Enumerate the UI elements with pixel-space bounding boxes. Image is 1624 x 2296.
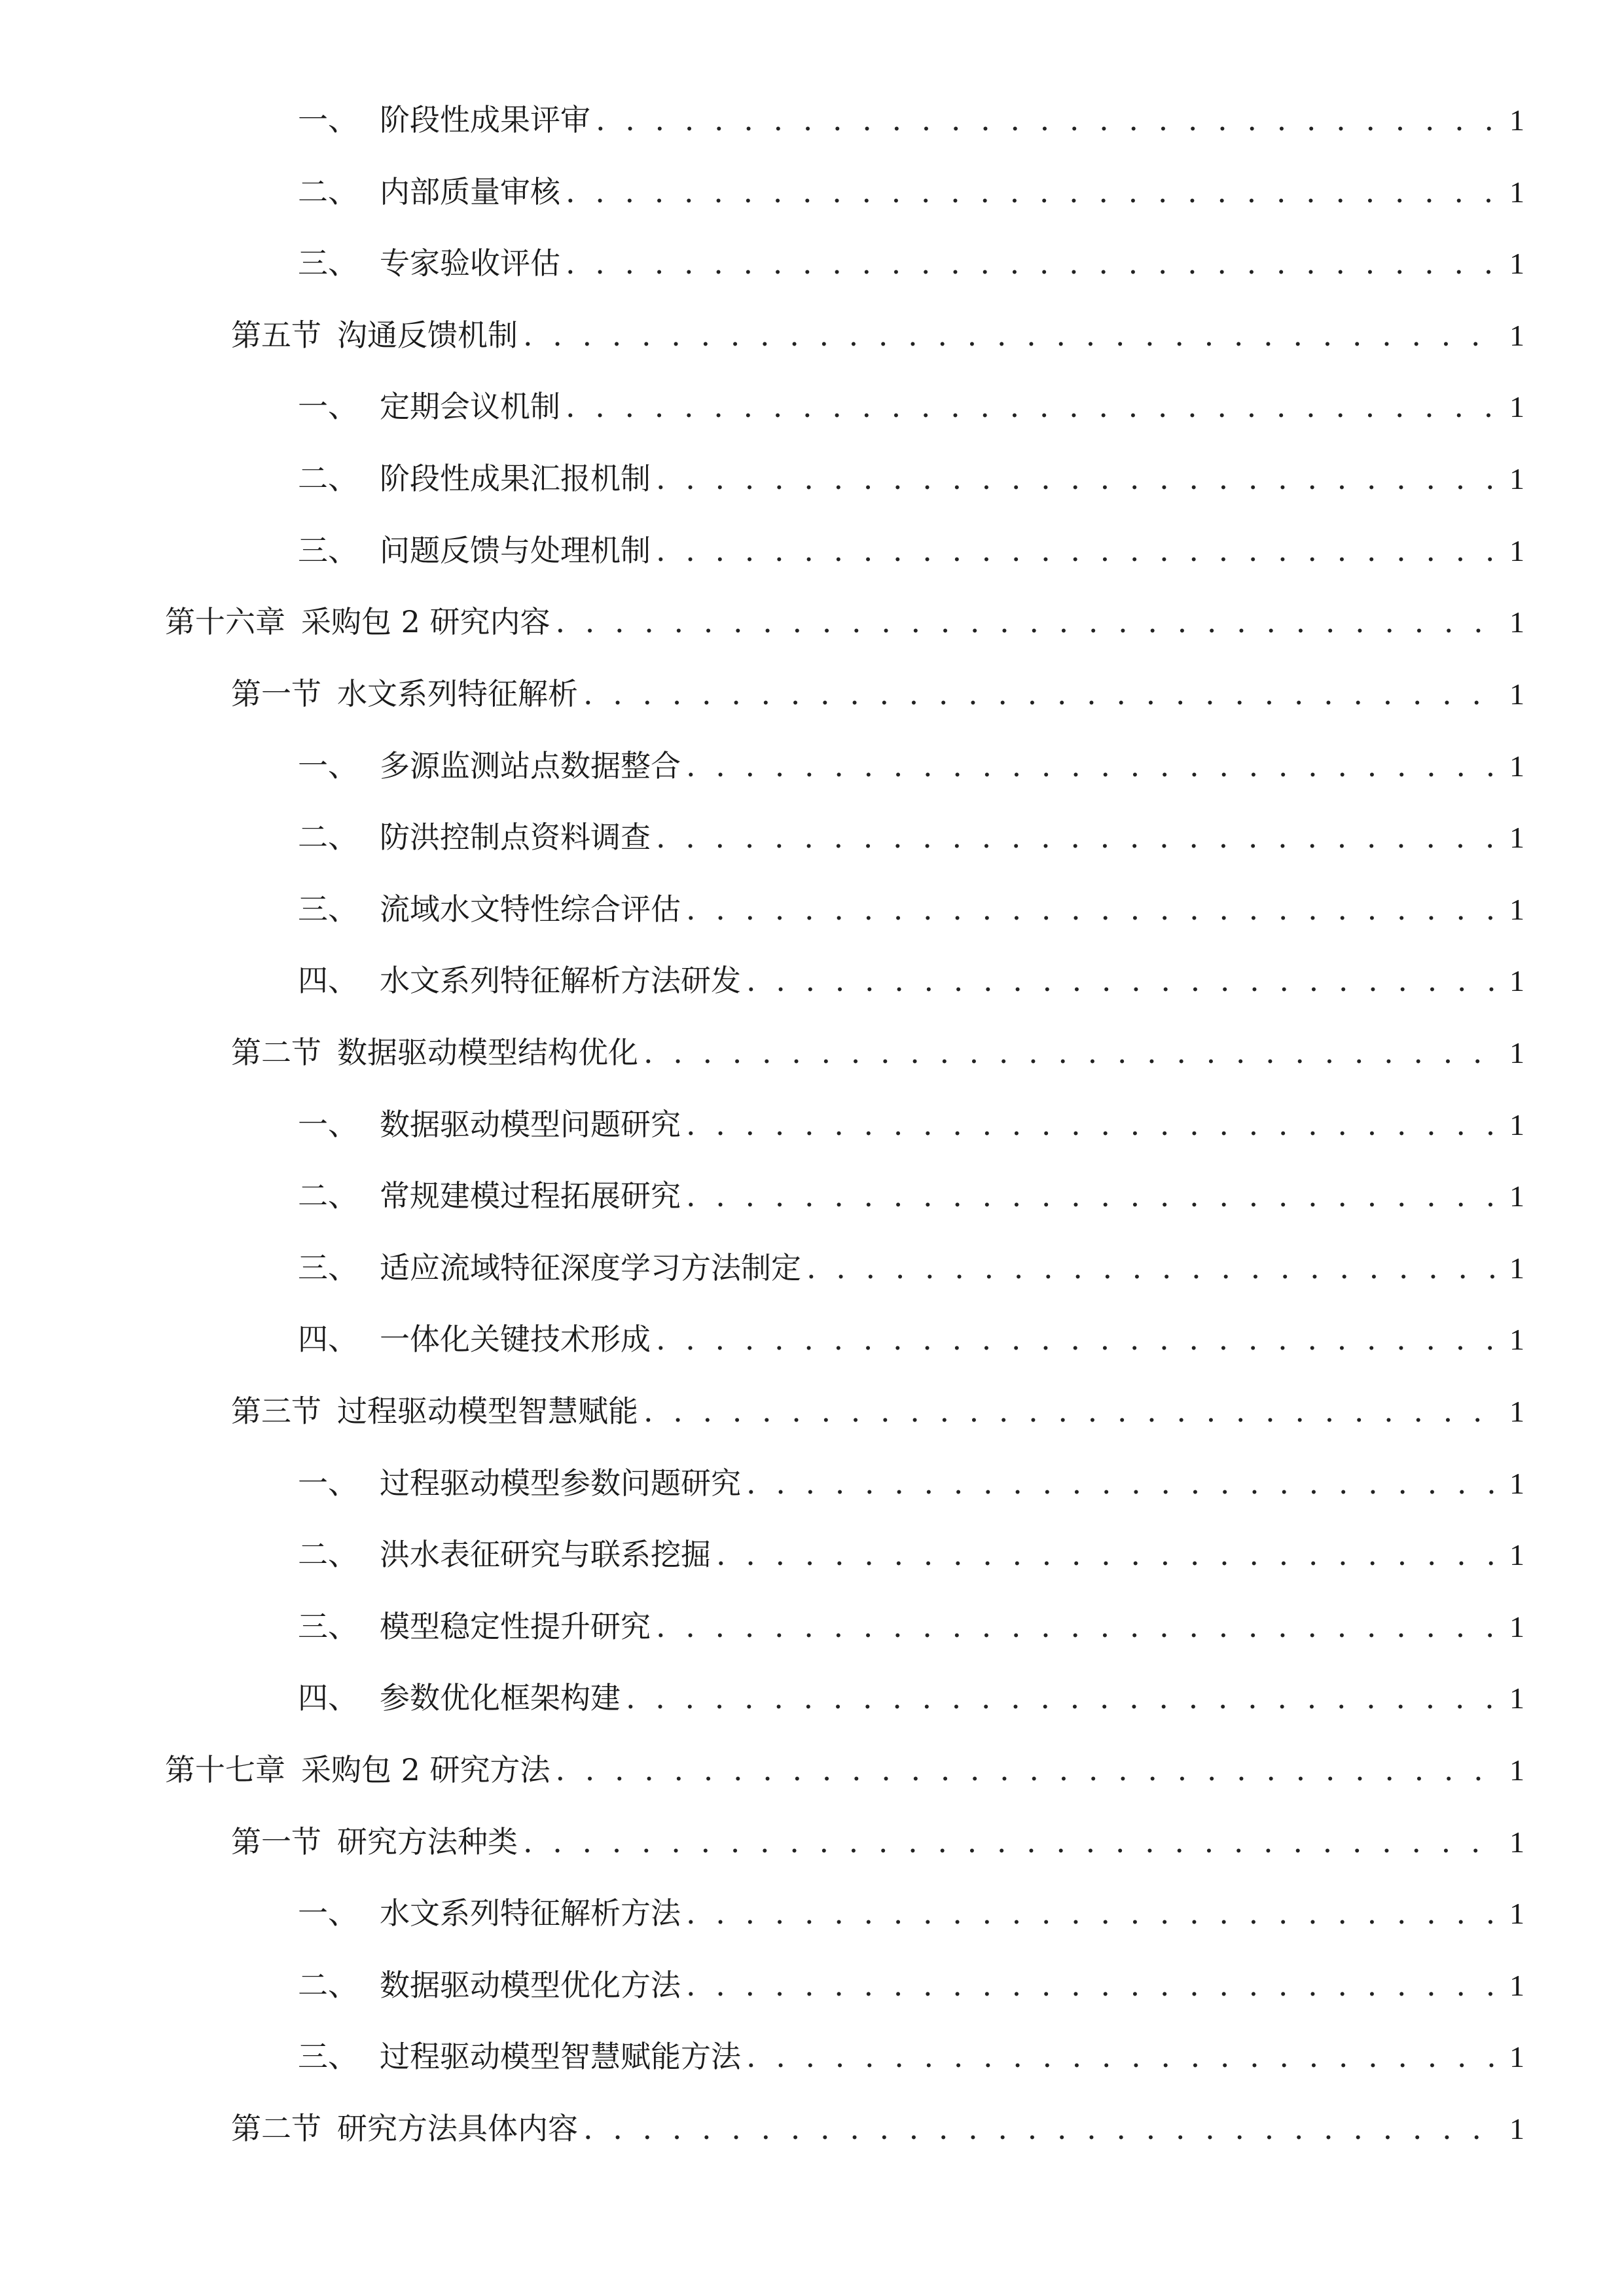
dot-leader bbox=[656, 1316, 1503, 1362]
entry-number: 三、 bbox=[298, 1609, 358, 1644]
toc-entry[interactable] bbox=[298, 456, 1525, 501]
entry-title: 水文系列特征解析方法 bbox=[380, 1895, 681, 1931]
dot-leader bbox=[656, 528, 1503, 573]
entry-title: 适应流域特征深度学习方法制定 bbox=[380, 1250, 801, 1285]
entry-number: 一、 bbox=[298, 1895, 358, 1931]
entry-title: 水文系列特征解析方法研发 bbox=[380, 963, 741, 998]
page-number: 1 bbox=[1509, 390, 1525, 423]
entry-number: 第十七章 bbox=[165, 1752, 285, 1787]
dot-leader bbox=[656, 1604, 1503, 1649]
dot-leader bbox=[566, 240, 1503, 286]
page-number: 1 bbox=[1509, 462, 1525, 495]
page-number: 1 bbox=[1509, 893, 1525, 926]
page-number: 1 bbox=[1509, 605, 1525, 639]
entry-number: 一、 bbox=[298, 1107, 358, 1142]
toc-entry[interactable] bbox=[298, 958, 1525, 1003]
entry-number: 一、 bbox=[298, 748, 358, 783]
entry-title: 一体化关键技术形成 bbox=[380, 1321, 651, 1357]
toc-entry[interactable] bbox=[298, 169, 1525, 215]
toc-entry[interactable] bbox=[298, 1245, 1525, 1291]
toc-entry[interactable] bbox=[165, 599, 1525, 645]
page-number: 1 bbox=[1509, 1681, 1525, 1715]
toc-entry[interactable] bbox=[298, 240, 1525, 286]
toc-entry[interactable] bbox=[298, 814, 1525, 860]
dot-leader bbox=[643, 1388, 1503, 1434]
toc-entry[interactable] bbox=[298, 528, 1525, 573]
dot-leader bbox=[686, 1102, 1503, 1147]
entry-title: 数据驱动模型结构优化 bbox=[337, 1035, 638, 1070]
dot-leader bbox=[716, 1532, 1503, 1577]
dot-leader bbox=[686, 886, 1503, 932]
entry-title: 防洪控制点资料调查 bbox=[380, 819, 651, 855]
dot-leader bbox=[643, 1030, 1503, 1075]
page-number: 1 bbox=[1509, 1036, 1525, 1069]
page-number: 1 bbox=[1509, 1538, 1525, 1571]
entry-number: 一、 bbox=[298, 102, 358, 137]
entry-number: 第二节 bbox=[231, 2111, 321, 2146]
entry-number: 二、 bbox=[298, 461, 358, 496]
dot-leader bbox=[583, 671, 1503, 717]
page-number: 1 bbox=[1509, 1969, 1525, 2002]
toc-entry[interactable] bbox=[231, 671, 1525, 717]
toc-entry[interactable] bbox=[231, 1819, 1525, 1865]
entry-title: 过程驱动模型参数问题研究 bbox=[380, 1465, 741, 1501]
page-number: 1 bbox=[1509, 964, 1525, 997]
dot-leader bbox=[746, 958, 1503, 1003]
entry-number: 三、 bbox=[298, 2039, 358, 2074]
dot-leader bbox=[523, 312, 1503, 358]
entry-number: 第三节 bbox=[231, 1393, 321, 1429]
toc-entry[interactable] bbox=[298, 1890, 1525, 1936]
toc-entry[interactable] bbox=[298, 1532, 1525, 1577]
dot-leader bbox=[583, 2106, 1503, 2151]
entry-number: 三、 bbox=[298, 1250, 358, 1285]
entry-title: 数据驱动模型问题研究 bbox=[380, 1107, 681, 1142]
toc-entry[interactable] bbox=[298, 1675, 1525, 1721]
entry-title: 采购包 2 研究方法 bbox=[301, 1752, 550, 1787]
page-number: 1 bbox=[1509, 1108, 1525, 1141]
toc-entry[interactable] bbox=[298, 1102, 1525, 1147]
entry-title: 阶段性成果汇报机制 bbox=[380, 461, 651, 496]
dot-leader bbox=[656, 814, 1503, 860]
toc-entry[interactable] bbox=[298, 1316, 1525, 1362]
page-number: 1 bbox=[1509, 1323, 1525, 1356]
page-number: 1 bbox=[1509, 1610, 1525, 1643]
page-number: 1 bbox=[1509, 1825, 1525, 1859]
page-number: 1 bbox=[1509, 319, 1525, 352]
entry-title: 内部质量审核 bbox=[380, 174, 560, 209]
entry-title: 阶段性成果评审 bbox=[380, 102, 590, 137]
entry-title: 问题反馈与处理机制 bbox=[380, 533, 651, 568]
entry-title: 参数优化框架构建 bbox=[380, 1680, 621, 1715]
entry-number: 第一节 bbox=[231, 1824, 321, 1859]
entry-title: 数据驱动模型优化方法 bbox=[380, 1967, 681, 2003]
dot-leader bbox=[806, 1245, 1503, 1291]
dot-leader bbox=[686, 743, 1503, 789]
toc-entry[interactable] bbox=[298, 97, 1525, 143]
dot-leader bbox=[626, 1675, 1503, 1721]
entry-number: 第五节 bbox=[231, 317, 321, 353]
entry-number: 第一节 bbox=[231, 676, 321, 711]
dot-leader bbox=[566, 169, 1503, 215]
page-number: 1 bbox=[1509, 821, 1525, 854]
entry-number: 三、 bbox=[298, 533, 358, 568]
entry-title: 水文系列特征解析 bbox=[337, 676, 578, 711]
toc-entry[interactable] bbox=[298, 886, 1525, 932]
toc-entry[interactable] bbox=[298, 384, 1525, 429]
toc-entry[interactable] bbox=[165, 1747, 1525, 1793]
page-number: 1 bbox=[1509, 1395, 1525, 1428]
toc-entry[interactable] bbox=[231, 2106, 1525, 2151]
toc-entry[interactable] bbox=[298, 1460, 1525, 1506]
toc-entry[interactable] bbox=[298, 2034, 1525, 2079]
entry-title: 模型稳定性提升研究 bbox=[380, 1609, 651, 1644]
page-number: 1 bbox=[1509, 175, 1525, 209]
dot-leader bbox=[523, 1819, 1503, 1865]
page-number: 1 bbox=[1509, 103, 1525, 137]
entry-number: 四、 bbox=[298, 1321, 358, 1357]
entry-title: 采购包 2 研究内容 bbox=[301, 604, 550, 639]
dot-leader bbox=[746, 1460, 1503, 1506]
page-number: 1 bbox=[1509, 2040, 1525, 2073]
page-number: 1 bbox=[1509, 1179, 1525, 1213]
entry-number: 二、 bbox=[298, 819, 358, 855]
entry-title: 定期会议机制 bbox=[380, 389, 560, 424]
entry-title: 流域水文特性综合评估 bbox=[380, 891, 681, 927]
entry-title: 过程驱动模型智慧赋能 bbox=[337, 1393, 638, 1429]
dot-leader bbox=[596, 97, 1503, 143]
dot-leader bbox=[556, 599, 1503, 645]
entry-number: 四、 bbox=[298, 1680, 358, 1715]
toc-entry[interactable] bbox=[231, 312, 1525, 358]
page-number: 1 bbox=[1509, 2112, 1525, 2145]
toc-entry[interactable] bbox=[298, 1173, 1525, 1219]
entry-title: 研究方法具体内容 bbox=[337, 2111, 578, 2146]
page-number: 1 bbox=[1509, 749, 1525, 783]
page-number: 1 bbox=[1509, 1897, 1525, 1930]
dot-leader bbox=[556, 1747, 1503, 1793]
entry-number: 二、 bbox=[298, 1967, 358, 2003]
entry-number: 二、 bbox=[298, 1178, 358, 1213]
page-number: 1 bbox=[1509, 1251, 1525, 1285]
entry-number: 一、 bbox=[298, 389, 358, 424]
dot-leader bbox=[686, 1962, 1503, 2008]
dot-leader bbox=[686, 1173, 1503, 1219]
entry-number: 三、 bbox=[298, 891, 358, 927]
page-number: 1 bbox=[1509, 1467, 1525, 1500]
dot-leader bbox=[656, 456, 1503, 501]
entry-title: 专家验收评估 bbox=[380, 245, 560, 281]
page-number: 1 bbox=[1509, 677, 1525, 711]
dot-leader bbox=[566, 384, 1503, 429]
entry-number: 三、 bbox=[298, 245, 358, 281]
toc-entry[interactable] bbox=[298, 1962, 1525, 2008]
entry-number: 二、 bbox=[298, 174, 358, 209]
entry-title: 研究方法种类 bbox=[337, 1824, 518, 1859]
entry-number: 第十六章 bbox=[165, 604, 285, 639]
page-number: 1 bbox=[1509, 1753, 1525, 1787]
entry-title: 多源监测站点数据整合 bbox=[380, 748, 681, 783]
dot-leader bbox=[686, 1890, 1503, 1936]
dot-leader bbox=[746, 2034, 1503, 2079]
toc-entry[interactable] bbox=[298, 743, 1525, 789]
toc-entry[interactable] bbox=[298, 1604, 1525, 1649]
entry-number: 一、 bbox=[298, 1465, 358, 1501]
entry-title: 过程驱动模型智慧赋能方法 bbox=[380, 2039, 741, 2074]
page-number: 1 bbox=[1509, 247, 1525, 280]
entry-title: 常规建模过程拓展研究 bbox=[380, 1178, 681, 1213]
toc-entry[interactable] bbox=[231, 1388, 1525, 1434]
entry-number: 四、 bbox=[298, 963, 358, 998]
entry-title: 沟通反馈机制 bbox=[337, 317, 518, 353]
toc-entry[interactable] bbox=[231, 1030, 1525, 1075]
entry-title: 洪水表征研究与联系挖掘 bbox=[380, 1537, 711, 1572]
page-number: 1 bbox=[1509, 534, 1525, 567]
entry-number: 第二节 bbox=[231, 1035, 321, 1070]
entry-number: 二、 bbox=[298, 1537, 358, 1572]
